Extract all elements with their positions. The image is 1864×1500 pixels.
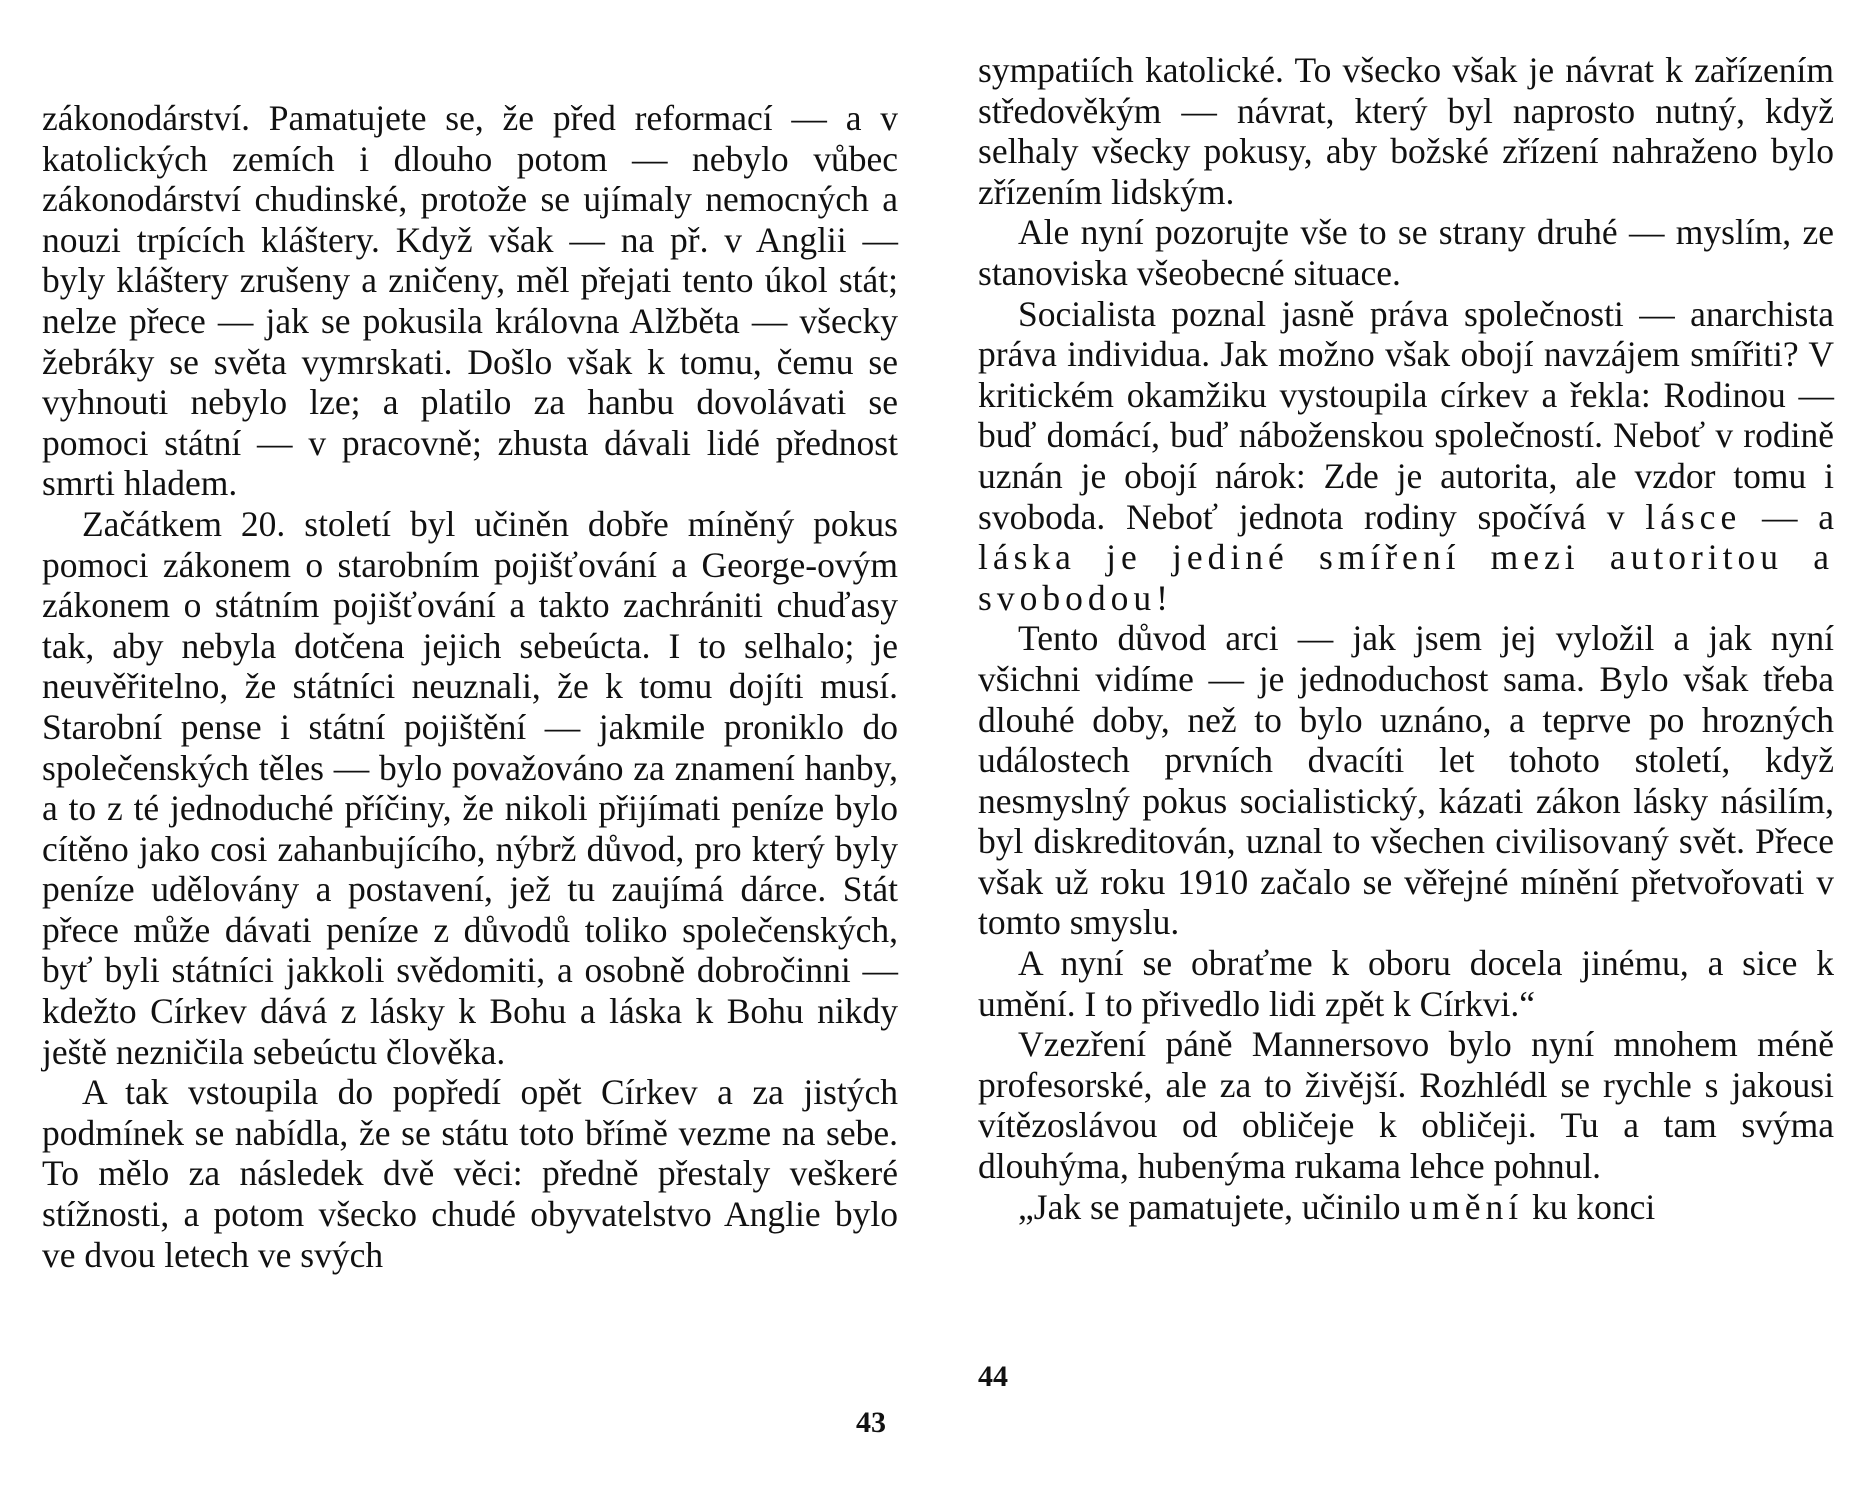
- page-number: 44: [978, 1360, 1008, 1393]
- emphasized-text: lásce: [1645, 496, 1742, 537]
- paragraph: Začátkem 20. století byl učiněn dobře míněný pokus pomoci zákonem o starobním pojišťování a George-ovým zákonem o státním pojišťování a takto zachrániti chuďasy tak, aby nebyla dotčena jejich sebeúcta. I to selhalo; je neuvěřitelno, že státníci neuznali, že k tomu dojíti musí. Starobní pense i státní pojištění — jakmile proniklo do společenských těles — bylo považováno za znamení hanby, a to z té jednoduché příčiny, že nikoli přijímati peníze bylo cítěno jako cosi zahanbujícího, nýbrž důvod, pro který byly peníze udělovány a postavení, jež tu zaujímá dárce. Stát přece může dávati peníze z důvodů toliko společenských, byť byli státníci jakkoli svědomiti, a osobně dobročinni — kdežto Církev dává z lásky k Bohu a láska k Bohu nikdy ještě nezničila sebeúctu člověka.: [42, 503, 898, 1072]
- paragraph: A nyní se obraťme k oboru docela jinému, a sice k umění. I to přivedlo lidi zpět k Církvi.“: [978, 943, 1834, 1024]
- page-number: 43: [856, 1406, 886, 1439]
- right-text-column: [978, 50, 1834, 1227]
- right-page: [932, 0, 1864, 1500]
- emphasized-text: láska je jediné smíření mezi autoritou a svobodou!: [978, 537, 1834, 618]
- paragraph: Ale nyní pozorujte vše to se strany druhé — myslím, ze stanoviska všeobecné situace.: [978, 212, 1834, 293]
- left-text-column: [42, 98, 898, 1275]
- text-run: „Jak se pamatujete, učinilo: [1018, 1186, 1410, 1227]
- paragraph: [978, 294, 1834, 619]
- paragraph: [978, 1187, 1834, 1228]
- paragraph: A tak vstoupila do popředí opět Církev a za jistých podmínek se nabídla, že se státu toto břímě vezme na sebe. To mělo za následek dvě věci: předně přestaly veškeré stížnosti, a potom všecko chudé obyvatelstvo Anglie bylo ve dvou letech ve svých: [42, 1072, 898, 1275]
- emphasized-text: umění: [1409, 1186, 1524, 1227]
- paragraph: sympatiích katolické. To všecko však je návrat k zařízením středověkým — návrat, který byl naprosto nutný, když selhaly všecky pokusy, aby božské zřízení nahraženo bylo zřízením lidským.: [978, 50, 1834, 212]
- text-run: — a: [1741, 496, 1834, 537]
- text-run: ku konci: [1523, 1186, 1656, 1227]
- text-run: Socialista poznal jasně práva společnosti — anarchista práva individua. Jak možno však obojí navzájem smířiti? V kritickém okamžiku vystoupila církev a řekla: Rodinou — buď domácí, buď náboženskou společností. Neboť v rodině uznán je obojí nárok: Zde je autorita, ale vzdor tomu i svoboda. Neboť jednota rodiny spočívá v: [978, 293, 1834, 537]
- paragraph: zákonodárství. Pamatujete se, že před reformací — a v katolických zemích i dlouho potom — nebylo vůbec zákonodárství chudinské, protože se ujímaly nemocných a nouzi trpících kláštery. Když však — na př. v Anglii — byly kláštery zrušeny a zničeny, měl přejati tento úkol stát; nelze přece — jak se pokusila královna Alžběta — všecky žebráky se světa vymrskati. Došlo však k tomu, čemu se vyhnouti nebylo lze; a platilo za hanbu dovolávati se pomoci státní — v pracovně; zhusta dávali lidé přednost smrti hladem.: [42, 98, 898, 504]
- paragraph: Tento důvod arci — jak jsem jej vyložil a jak nyní všichni vidíme — je jednoduchost sama. Bylo však třeba dlouhé doby, než to bylo uznáno, a teprve po hrozných událostech prvních dvacíti let tohoto století, když nesmyslný pokus socialistický, kázati zákon lásky násilím, byl diskreditován, uznal to všechen civilisovaný svět. Přece však už roku 1910 začalo se věřejné mínění přetvořovati v tomto smyslu.: [978, 618, 1834, 943]
- paragraph: Vzezření páně Mannersovo bylo nyní mnohem méně profesorské, ale za to živější. Rozhlédl se rychle s jakousi vítězoslávou od obličeje k obličeji. Tu a tam svýma dlouhýma, hubenýma rukama lehce pohnul.: [978, 1024, 1834, 1187]
